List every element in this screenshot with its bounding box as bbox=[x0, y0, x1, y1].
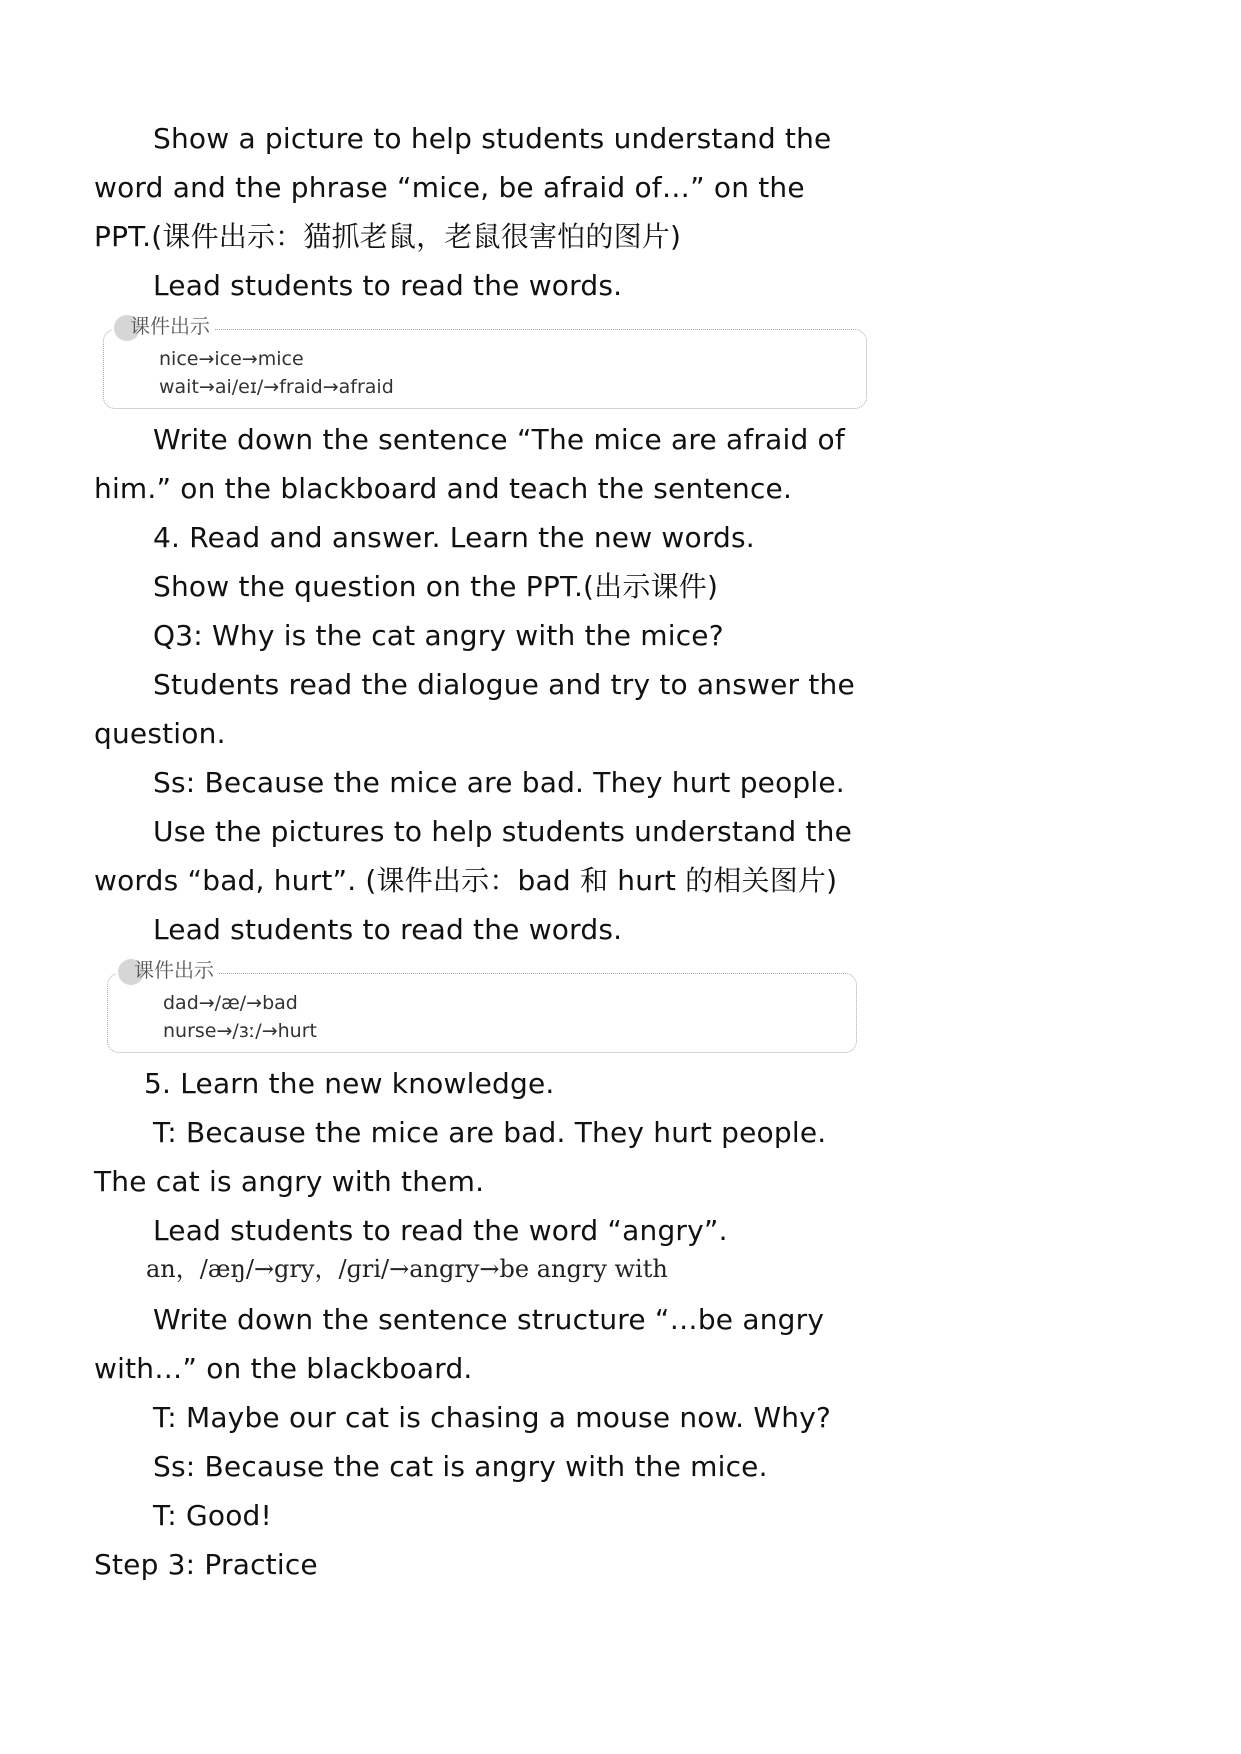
paragraph-line: 4. Read and answer. Learn the new words. bbox=[153, 521, 755, 554]
word-chain: nice→ice→mice bbox=[159, 348, 304, 370]
paragraph-line: The cat is angry with them. bbox=[94, 1165, 485, 1198]
word-chain: dad→/æ/→bad bbox=[163, 992, 298, 1014]
courseware-label: 课件出示 bbox=[112, 314, 214, 341]
paragraph-line: with…” on the blackboard. bbox=[94, 1352, 473, 1385]
paragraph-line: Ss: Because the cat is angry with the mice. bbox=[153, 1450, 768, 1483]
paragraph-line: words “bad, hurt”. (课件出示：bad 和 hurt 的相关图片) bbox=[94, 864, 838, 897]
paragraph-line: Ss: Because the mice are bad. They hurt people. bbox=[153, 766, 845, 799]
courseware-box bbox=[103, 314, 867, 409]
paragraph-line: Students read the dialogue and try to answer the bbox=[153, 668, 855, 701]
paragraph-line: question. bbox=[94, 717, 226, 750]
paragraph-line: T: Maybe our cat is chasing a mouse now. Why? bbox=[153, 1401, 832, 1434]
paragraph-line: PPT.(课件出示：猫抓老鼠，老鼠很害怕的图片) bbox=[94, 220, 682, 253]
word-chain: wait→ai/eɪ/→fraid→afraid bbox=[159, 376, 394, 398]
courseware-label: 课件出示 bbox=[116, 958, 218, 985]
paragraph-line: Lead students to read the words. bbox=[153, 913, 623, 946]
paragraph-line: Lead students to read the words. bbox=[153, 269, 623, 302]
paragraph-line: Write down the sentence structure “…be angry bbox=[153, 1303, 825, 1336]
paragraph-line: 5. Learn the new knowledge. bbox=[144, 1067, 555, 1100]
paragraph-line: Use the pictures to help students understand the bbox=[153, 815, 853, 848]
paragraph-line: Q3: Why is the cat angry with the mice? bbox=[153, 619, 724, 652]
paragraph-line: Show a picture to help students understand the bbox=[153, 122, 832, 155]
paragraph-line: Write down the sentence “The mice are afraid of bbox=[153, 423, 845, 456]
paragraph-line: T: Because the mice are bad. They hurt people. bbox=[153, 1116, 827, 1149]
phonetic-line: an，/æŋ/→gry，/ɡri/→angry→be angry with bbox=[146, 1255, 668, 1283]
paragraph-line: word and the phrase “mice, be afraid of…” on the bbox=[94, 171, 805, 204]
paragraph-line: Lead students to read the word “angry”. bbox=[153, 1214, 728, 1247]
paragraph-line: him.” on the blackboard and teach the sentence. bbox=[94, 472, 793, 505]
paragraph-line: Show the question on the PPT.(出示课件) bbox=[153, 570, 719, 603]
courseware-box bbox=[107, 958, 857, 1053]
word-chain: nurse→/ɜː/→hurt bbox=[163, 1020, 317, 1042]
section-heading: Step 3: Practice bbox=[94, 1548, 318, 1581]
paragraph-line: T: Good! bbox=[153, 1499, 272, 1532]
